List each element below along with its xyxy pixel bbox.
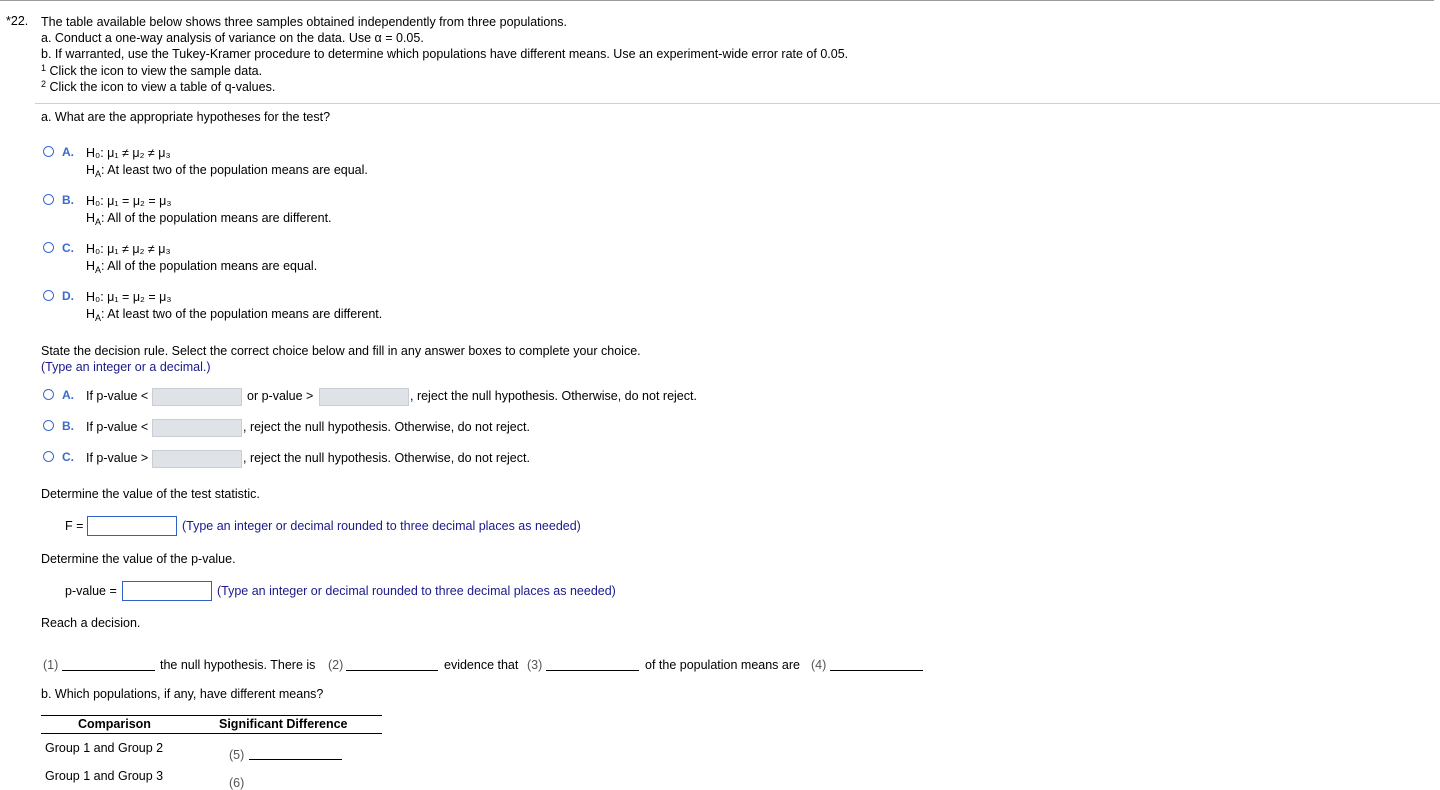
alt-hypothesis: $H_A$: All of the population means are different. (86, 211, 332, 227)
dropdown-blank-1[interactable] (62, 670, 155, 671)
alt-hypothesis: $H_A$: All of the population means are equal. (86, 259, 318, 275)
top-border (0, 0, 1434, 1)
blank-number-3: (3) (527, 658, 543, 672)
blank-number-6: (6) (229, 776, 245, 790)
comparison-cell: Group 1 and Group 3 (45, 769, 164, 783)
null-hypothesis: H₀: μ₁ ≠ μ₂ ≠ μ₃ (86, 146, 171, 160)
option-letter: C. (62, 241, 74, 255)
dropdown-blank-2[interactable] (346, 670, 438, 671)
decision-text-2: evidence that (444, 658, 519, 672)
radio-button[interactable] (43, 146, 54, 157)
table-header-significant: Significant Difference (219, 717, 348, 731)
decision-text-3: of the population means are (645, 658, 800, 672)
rule-prefix: If p-value > (86, 451, 149, 465)
rule-prefix: If p-value < (86, 420, 149, 434)
radio-button[interactable] (43, 242, 54, 253)
footnote-text-2: Click the icon to view a table of q-values. (49, 79, 276, 94)
rule-middle: or p-value > (247, 389, 314, 403)
question-number: *22. (6, 14, 29, 28)
blank-number-2: (2) (328, 658, 344, 672)
rule-suffix: , reject the null hypothesis. Otherwise, do not reject. (410, 389, 697, 403)
footnote-text-1: Click the icon to view the sample data. (49, 63, 263, 78)
option-letter: B. (62, 419, 74, 433)
question-stem (41, 14, 848, 95)
test-statistic-prompt: Determine the value of the test statistic. (41, 487, 260, 501)
p-value-label: p-value = (65, 584, 117, 598)
decision-text-1: the null hypothesis. There is (160, 658, 316, 672)
rule-suffix: , reject the null hypothesis. Otherwise, do not reject. (243, 420, 530, 434)
option-letter: A. (62, 388, 74, 402)
dropdown-blank-5[interactable] (249, 759, 342, 760)
radio-button[interactable] (43, 451, 54, 462)
decision-rule-hint: (Type an integer or a decimal.) (41, 360, 211, 374)
footnote-mark-1: 1 (41, 62, 47, 73)
part-a-prompt: a. What are the appropriate hypotheses for the test? (41, 110, 331, 124)
p-value-hint: (Type an integer or decimal rounded to three decimal places as needed) (217, 584, 616, 598)
rule-a-lower-box (152, 388, 242, 406)
radio-button[interactable] (43, 194, 54, 205)
decision-rule-prompt: State the decision rule. Select the correct choice below and fill in any answer boxes to complete your choice. (41, 344, 641, 358)
footnote-mark-2: 2 (41, 78, 47, 89)
stem-line-1: The table available below shows three samples obtained independently from three populations. (41, 15, 568, 29)
p-value-input[interactable] (122, 581, 212, 601)
blank-number-1: (1) (43, 658, 59, 672)
f-hint: (Type an integer or decimal rounded to three decimal places as needed) (182, 519, 581, 533)
option-letter: B. (62, 193, 74, 207)
alt-hypothesis: $H_A$: At least two of the population means are different. (86, 307, 383, 323)
p-value-prompt: Determine the value of the p-value. (41, 552, 236, 566)
stem-line-3: b. If warranted, use the Tukey-Kramer procedure to determine which populations have different means. Use an experiment-wide error rate of 0.05. (41, 47, 849, 62)
dropdown-blank-3[interactable] (546, 670, 639, 671)
rule-suffix: , reject the null hypothesis. Otherwise, do not reject. (243, 451, 530, 465)
null-hypothesis: H₀: μ₁ = μ₂ = μ₃ (86, 290, 172, 304)
blank-number-5: (5) (229, 748, 245, 762)
null-hypothesis: H₀: μ₁ = μ₂ = μ₃ (86, 194, 172, 208)
option-letter: A. (62, 145, 74, 159)
rule-prefix: If p-value < (86, 389, 149, 403)
option-letter: D. (62, 289, 74, 303)
rule-c-box (152, 450, 242, 468)
radio-button[interactable] (43, 290, 54, 301)
footnote-2[interactable] (41, 79, 848, 95)
table-header-comparison: Comparison (78, 717, 151, 731)
blank-number-4: (4) (811, 658, 827, 672)
table-header-rule (41, 733, 382, 734)
comparison-cell: Group 1 and Group 2 (45, 741, 164, 755)
null-hypothesis: H₀: μ₁ ≠ μ₂ ≠ μ₃ (86, 242, 171, 256)
stem-line-2: a. Conduct a one-way analysis of variance on the data. Use α = 0.05. (41, 31, 424, 46)
dropdown-blank-4[interactable] (830, 670, 923, 671)
section-divider (35, 103, 1440, 104)
table-top-rule (41, 715, 382, 716)
footnote-1[interactable] (41, 63, 848, 79)
option-letter: C. (62, 450, 74, 464)
f-label: F = (65, 519, 84, 533)
rule-b-box (152, 419, 242, 437)
radio-button[interactable] (43, 389, 54, 400)
decision-prompt: Reach a decision. (41, 616, 141, 630)
part-b-prompt: b. Which populations, if any, have different means? (41, 687, 324, 701)
rule-a-upper-box (319, 388, 409, 406)
alt-hypothesis: $H_A$: At least two of the population means are equal. (86, 163, 368, 179)
radio-button[interactable] (43, 420, 54, 431)
f-statistic-input[interactable] (87, 516, 177, 536)
